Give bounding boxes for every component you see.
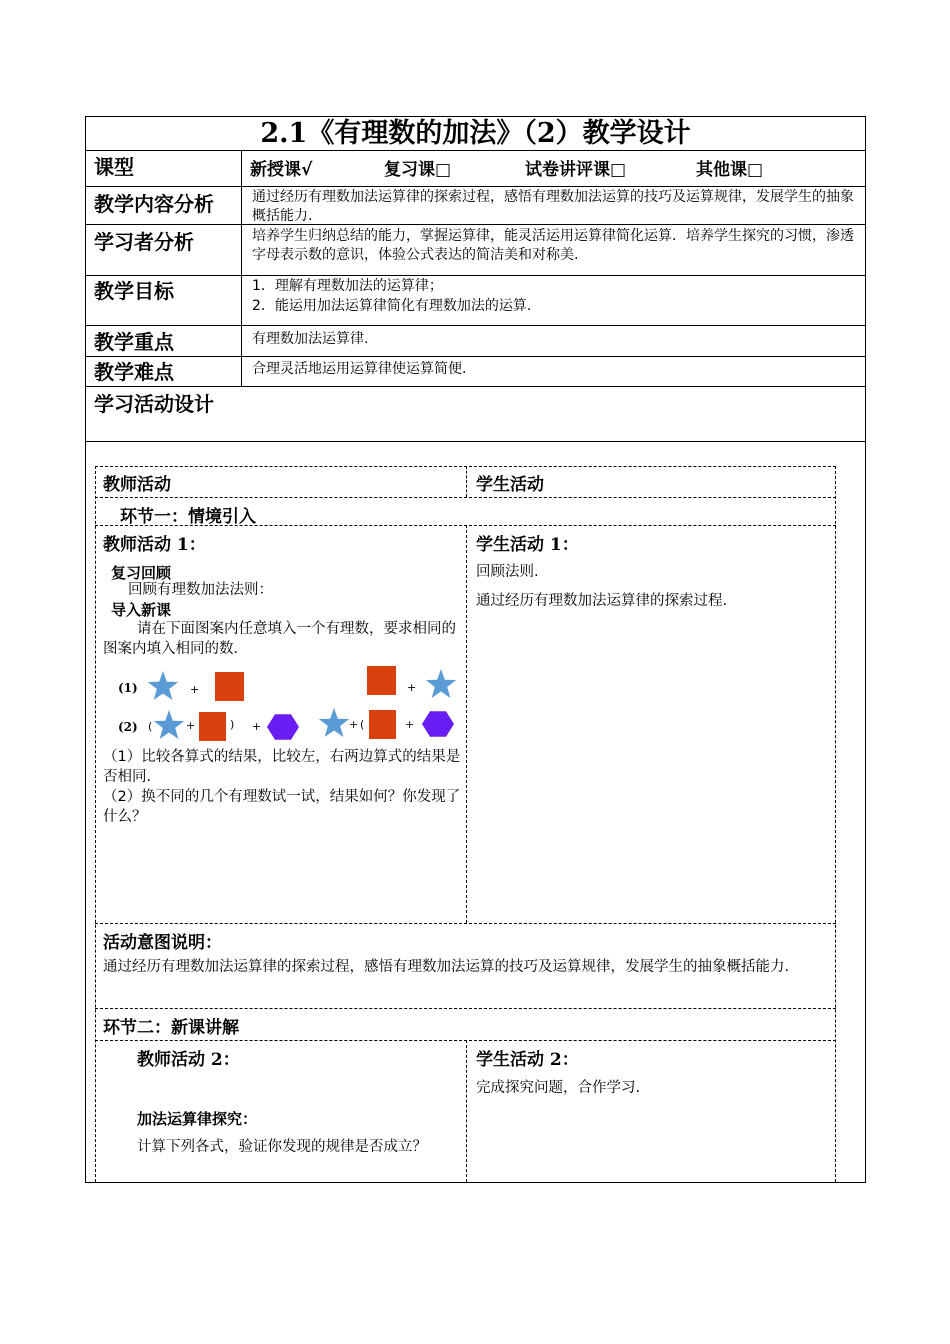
review-text: 回顾有理数加法法则：	[128, 582, 273, 598]
intent-text: 通过经历有理数加法运算律的探索过程，感悟有理数加法运算的技巧及运算规律，发展学生的抽象概括能力.	[103, 959, 790, 975]
content-analysis-text: 通过经历有理数加法运算律的探索过程，感悟有理数加法运算的技巧及运算规律，发展学生的抽象概括能力.	[252, 189, 854, 224]
explore-text: 计算下列各式，验证你发现的规律是否成立？	[137, 1139, 427, 1155]
plus-sign: +	[405, 718, 415, 731]
row1-label: (1)	[118, 681, 138, 695]
teacher-activity-1-title: 教师活动 1：	[103, 535, 206, 555]
plus-sign: +	[407, 681, 417, 694]
student-activity-1-line2: 通过经历有理数加法运算律的探索过程.	[476, 593, 728, 609]
stage2-title: 环节二：新课讲解	[103, 1018, 239, 1038]
star-icon	[319, 708, 349, 737]
teacher-activity-header: 教师活动	[103, 475, 171, 495]
row2-label: (2)	[118, 720, 138, 734]
close-paren: )	[230, 718, 235, 731]
learner-analysis-label: 学习者分析	[94, 230, 194, 254]
page-title: 2.1《有理数的加法》（2）教学设计	[260, 118, 691, 149]
course-option-new: 新授课√	[250, 160, 313, 180]
hexagon-icon	[422, 711, 454, 737]
stage1-title: 环节一：情境引入	[120, 507, 256, 527]
student-activity-1-title: 学生活动 1：	[476, 535, 579, 555]
review-title: 复习回顾	[111, 564, 172, 582]
star-icon	[154, 710, 184, 739]
course-option-review: 复习课□	[384, 160, 452, 180]
question-2: （2）换不同的几个有理数试一试，结果如何？你发现了什么？	[103, 789, 461, 825]
course-type-label: 课型	[94, 155, 134, 179]
content-analysis-label: 教学内容分析	[94, 192, 214, 216]
teacher-activity-2-title: 教师活动 2：	[137, 1050, 240, 1070]
difficulties-text: 合理灵活地运用运算律使运算简便.	[252, 361, 467, 377]
plus-sign: +	[252, 720, 262, 733]
explore-title: 加法运算律探究：	[137, 1110, 258, 1128]
intro-title: 导入新课	[111, 601, 172, 619]
key-points-label: 教学重点	[94, 330, 174, 354]
student-activity-2-title: 学生活动 2：	[476, 1050, 579, 1070]
objective-item-1: 1．理解有理数加法的运算律；	[252, 278, 443, 294]
shape-puzzle-figure	[110, 660, 462, 746]
intent-title: 活动意图说明：	[103, 933, 222, 953]
open-paren: (	[148, 720, 153, 733]
key-points-text: 有理数加法运算律.	[252, 331, 369, 347]
course-option-exam-review: 试卷讲评课□	[525, 160, 627, 180]
student-activity-1-line1: 回顾法则.	[476, 564, 539, 580]
plus-sign: +	[190, 683, 200, 696]
hexagon-icon	[267, 714, 299, 740]
student-activity-2-text: 完成探究问题，合作学习.	[476, 1080, 641, 1096]
plus-sign: +	[349, 718, 359, 731]
star-icon	[426, 669, 456, 698]
square-icon	[215, 672, 244, 701]
star-icon	[148, 671, 178, 700]
square-icon	[369, 710, 396, 739]
question-1: （1）比较各算式的结果，比较左，右两边算式的结果是否相同.	[103, 749, 461, 785]
plus-sign: +	[186, 719, 196, 732]
objective-item-2: 2．能运用加法运算律简化有理数加法的运算.	[252, 298, 532, 314]
square-icon	[367, 666, 396, 695]
learner-analysis-text: 培养学生归纳总结的能力，掌握运算律，能灵活运用运算律简化运算．培养学生探究的习惯，渗透字母表示数的意识，体验公式表达的简洁美和对称美.	[252, 228, 854, 263]
difficulties-label: 教学难点	[94, 360, 174, 384]
intro-text: 请在下面图案内任意填入一个有理数，要求相同的图案内填入相同的数．	[103, 621, 456, 657]
course-option-other: 其他课□	[696, 160, 764, 180]
activity-design-label: 学习活动设计	[94, 392, 214, 416]
student-activity-header: 学生活动	[476, 475, 544, 495]
open-paren: (	[360, 718, 365, 731]
square-icon	[199, 712, 226, 741]
objectives-label: 教学目标	[94, 279, 174, 303]
